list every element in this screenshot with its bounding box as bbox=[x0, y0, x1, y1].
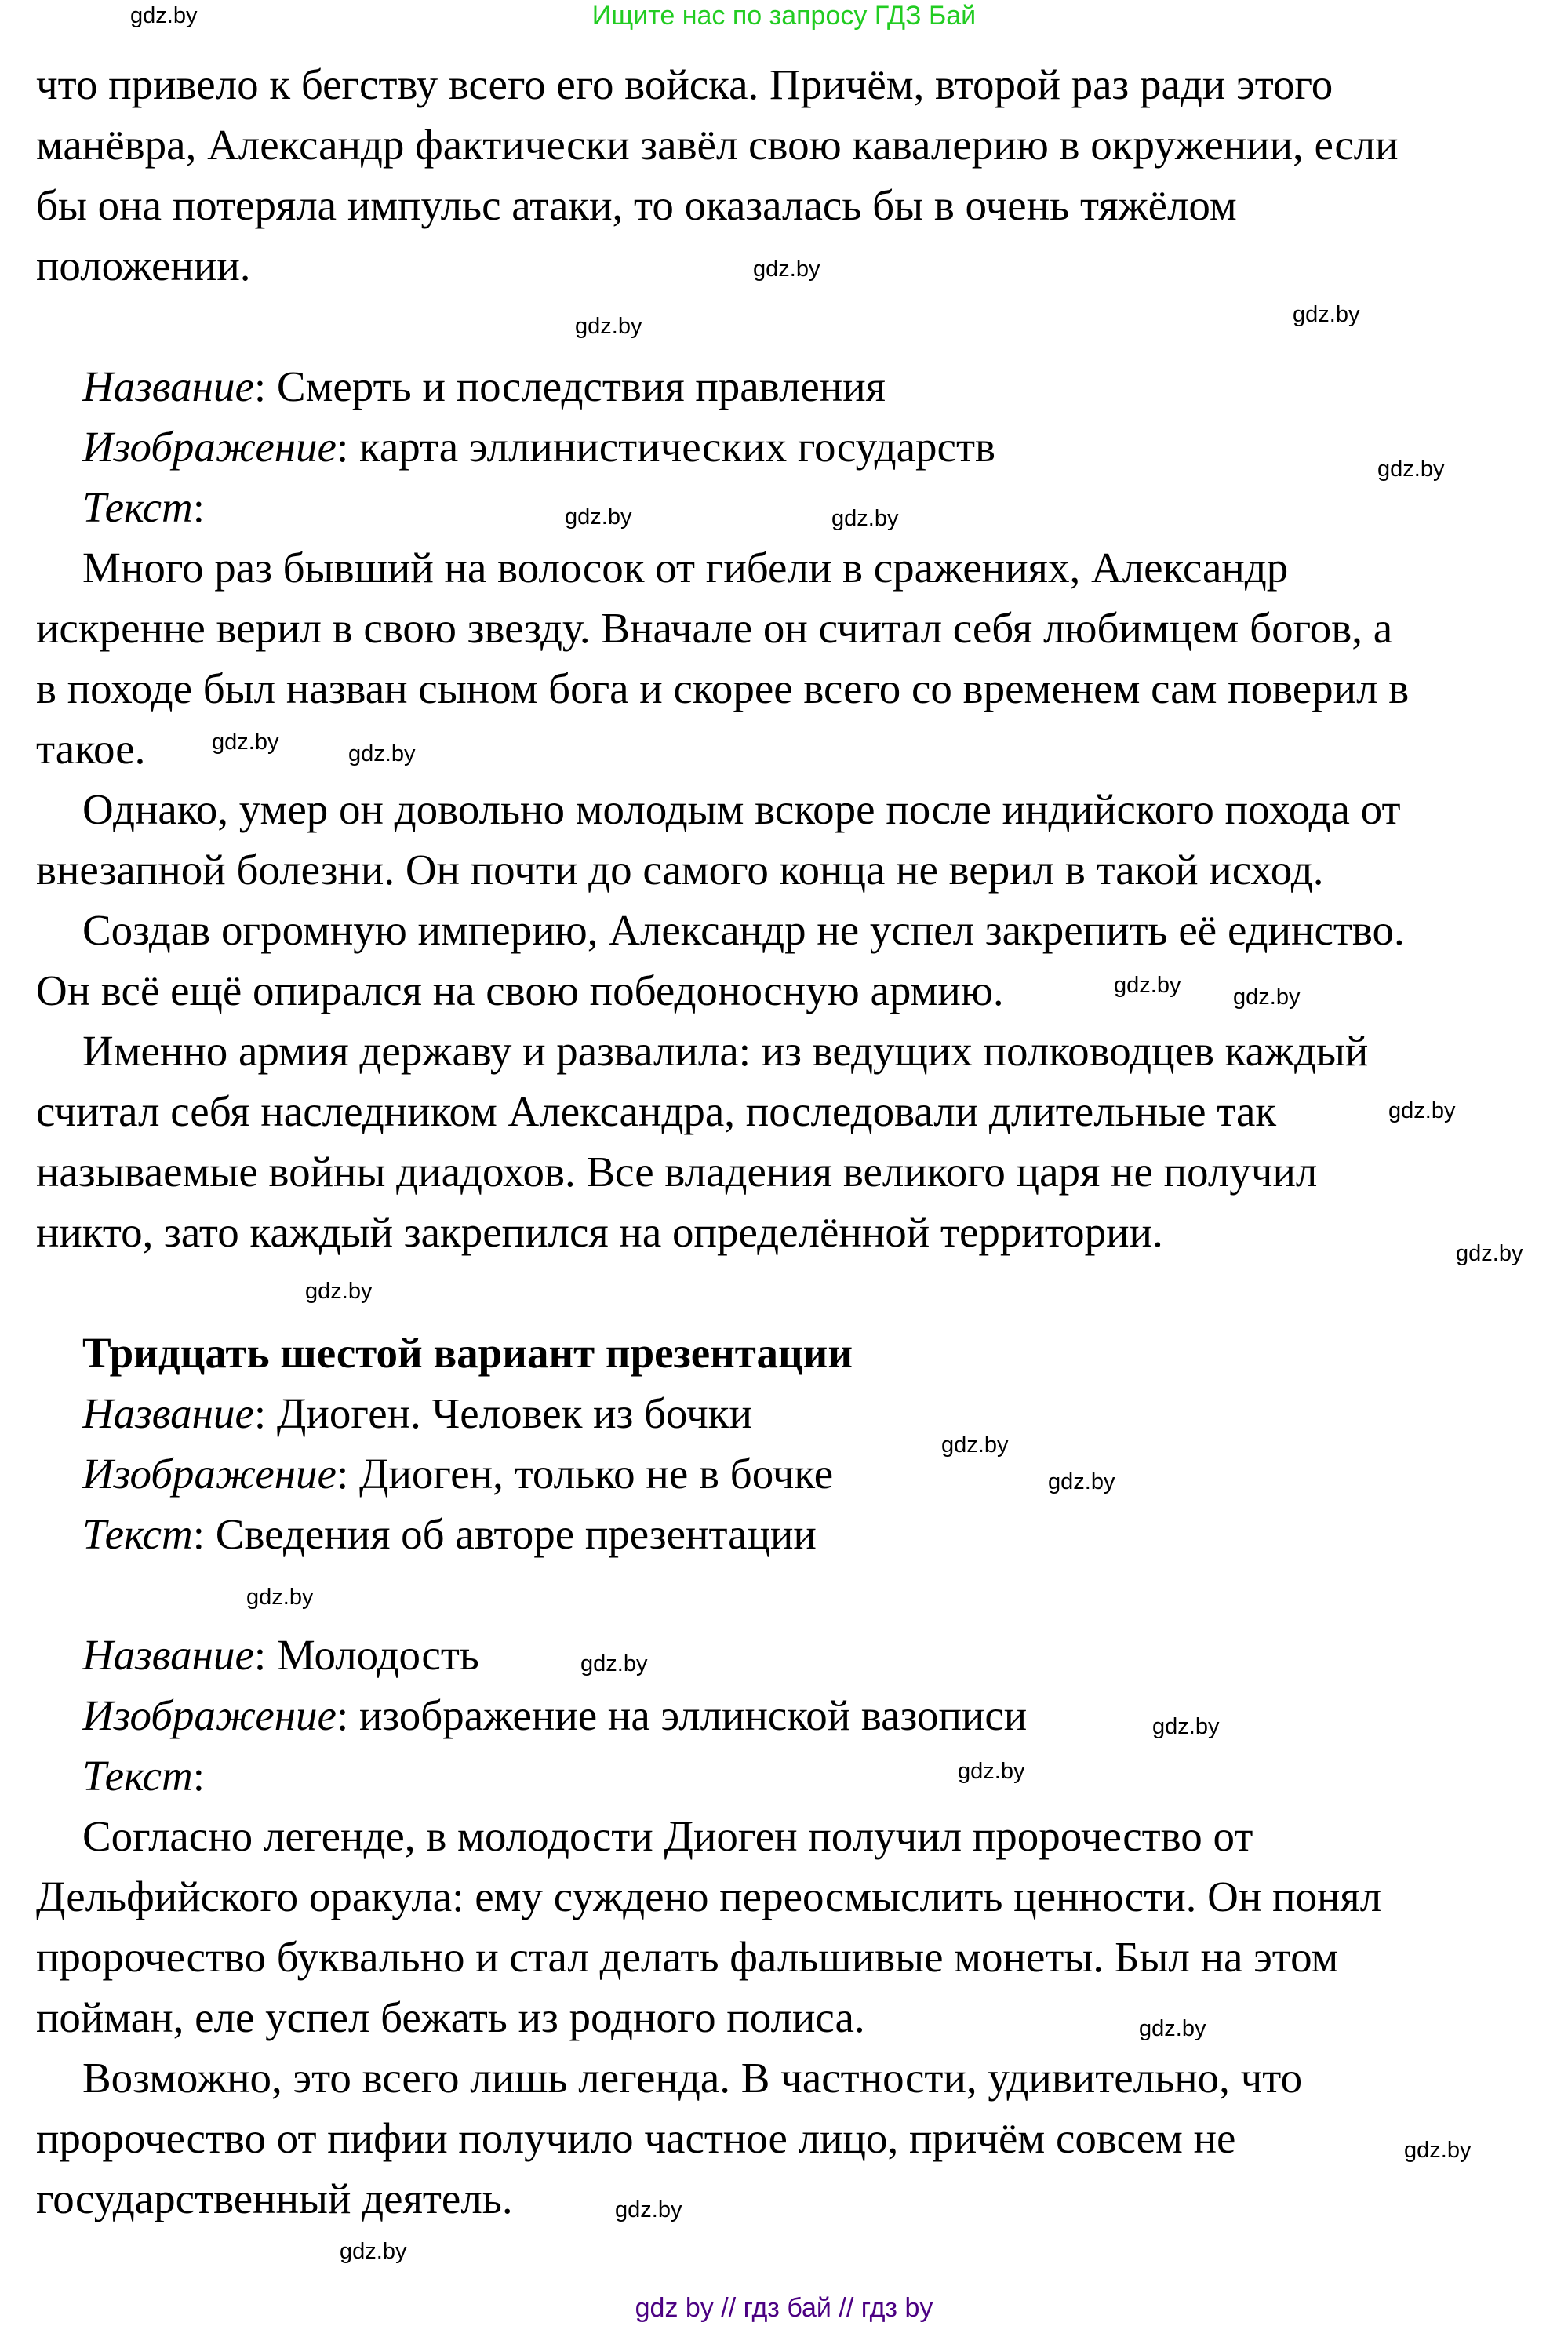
watermark: gdz.by bbox=[1293, 302, 1360, 327]
text-line: государственный деятель. bbox=[36, 2175, 513, 2222]
field-label: Название bbox=[82, 1389, 254, 1437]
watermark: gdz.by bbox=[615, 2197, 682, 2222]
watermark: gdz.by bbox=[1233, 985, 1301, 1010]
watermark: gdz.by bbox=[1377, 457, 1445, 482]
watermark: gdz.by bbox=[1114, 973, 1181, 998]
text-line: Именно армия державу и развалила: из ведущих полководцев каждый bbox=[82, 1027, 1369, 1075]
text-line: Он всё ещё опирался на свою победоносную армию. bbox=[36, 966, 1004, 1014]
field-label: Текст bbox=[82, 483, 193, 531]
text-line: Согласно легенде, в молодости Диоген получил пророчество от bbox=[82, 1812, 1253, 1860]
search-hint-banner[interactable]: Ищите нас по запросу ГДЗ Бай bbox=[591, 1, 977, 31]
field-label: Название bbox=[82, 1631, 254, 1679]
text-line: пойман, еле успел бежать из родного полиса. bbox=[36, 1993, 865, 2041]
text-line: пророчество от пифии получило частное лицо, причём совсем не bbox=[36, 2114, 1236, 2162]
watermark: gdz.by bbox=[130, 3, 198, 28]
text-line: Однако, умер он довольно молодым вскоре после индийского похода от bbox=[82, 785, 1401, 833]
text-line: положении. bbox=[36, 242, 251, 289]
field-value: : Молодость bbox=[253, 1631, 479, 1679]
field-value: : bbox=[192, 1752, 206, 1800]
watermark: gdz.by bbox=[575, 314, 642, 339]
field-value: : изображение на эллинской вазописи bbox=[336, 1691, 1028, 1739]
text-line: Много раз бывший на волосок от гибели в сражениях, Александр bbox=[82, 544, 1289, 592]
field-label: Текст bbox=[82, 1510, 193, 1558]
text-line: Создав огромную империю, Александр не успел закрепить её единство. bbox=[82, 906, 1405, 954]
field-label: Изображение bbox=[82, 1691, 337, 1739]
watermark: gdz.by bbox=[753, 257, 820, 282]
field-value: : Диоген, только не в бочке bbox=[336, 1450, 834, 1498]
watermark: gdz.by bbox=[565, 504, 632, 530]
text-line: никто, зато каждый закрепился на определённой территории. bbox=[36, 1208, 1163, 1256]
watermark: gdz.by bbox=[1456, 1241, 1523, 1266]
text-line: внезапной болезни. Он почти до самого конца не верил в такой исход. bbox=[36, 846, 1324, 894]
watermark: gdz.by bbox=[580, 1651, 648, 1676]
field-label: Текст bbox=[82, 1752, 193, 1800]
text-line: считал себя наследником Александра, последовали длительные так bbox=[36, 1087, 1277, 1135]
watermark: gdz.by bbox=[340, 2239, 407, 2264]
watermark: gdz.by bbox=[1404, 2138, 1472, 2163]
watermark: gdz.by bbox=[1048, 1469, 1115, 1494]
text-line: искренне верил в свою звезду. Вначале он считал себя любимцем богов, а bbox=[36, 604, 1393, 652]
watermark: gdz.by bbox=[958, 1759, 1025, 1784]
blank-line bbox=[36, 1564, 1409, 1625]
slide-text-line bbox=[36, 1504, 1409, 1564]
watermark: gdz.by bbox=[1152, 1714, 1220, 1739]
document-body bbox=[36, 54, 1409, 2229]
slide-title-line bbox=[36, 356, 1409, 417]
field-value: : Диоген. Человек из бочки bbox=[253, 1389, 752, 1437]
text-line: в походе был назван сыном бога и скорее всего со временем сам поверил в bbox=[36, 664, 1410, 712]
text-line: бы она потеряла импульс атаки, то оказалась бы в очень тяжёлом bbox=[36, 181, 1237, 229]
field-value: : bbox=[192, 483, 206, 531]
field-value: : Смерть и последствия правления bbox=[253, 362, 886, 410]
watermark: gdz.by bbox=[1388, 1098, 1456, 1123]
watermark: gdz.by bbox=[348, 741, 416, 766]
field-label: Изображение bbox=[82, 1450, 337, 1498]
blank-line bbox=[36, 296, 1409, 356]
section-heading: Тридцать шестой вариант презентации bbox=[82, 1329, 853, 1377]
field-value: : карта эллинистических государств bbox=[336, 423, 995, 471]
slide-title-line bbox=[36, 1625, 1409, 1685]
watermark: gdz.by bbox=[831, 506, 899, 531]
text-line: пророчество буквально и стал делать фальшивые монеты. Был на этом bbox=[36, 1933, 1339, 1981]
slide-title-line bbox=[36, 1383, 1409, 1443]
field-value: : Сведения об авторе презентации bbox=[192, 1510, 817, 1558]
text-line: Дельфийского оракула: ему суждено переосмыслить ценности. Он понял bbox=[36, 1873, 1382, 1920]
text-line: Возможно, это всего лишь легенда. В частности, удивительно, что bbox=[82, 2054, 1303, 2102]
text-line: такое. bbox=[36, 725, 146, 773]
slide-text-line bbox=[36, 1745, 1409, 1806]
watermark: gdz.by bbox=[246, 1585, 314, 1610]
watermark: gdz.by bbox=[212, 730, 279, 755]
field-label: Изображение bbox=[82, 423, 337, 471]
text-line: называемые войны диадохов. Все владения великого царя не получил bbox=[36, 1148, 1318, 1196]
field-label: Название bbox=[82, 362, 254, 410]
slide-image-line bbox=[36, 417, 1409, 477]
watermark: gdz.by bbox=[1139, 2016, 1206, 2041]
watermark: gdz.by bbox=[305, 1279, 373, 1304]
text-line: что привело к бегству всего его войска. Причём, второй раз ради этого bbox=[36, 60, 1333, 108]
blank-line bbox=[36, 1262, 1409, 1323]
slide-image-line bbox=[36, 1443, 1409, 1504]
slide-text-line bbox=[36, 477, 1409, 537]
text-line: манёвра, Александр фактически завёл свою кавалерию в окружении, если bbox=[36, 121, 1399, 169]
watermark: gdz.by bbox=[941, 1432, 1009, 1458]
footer-links[interactable]: gdz by // гдз бай // гдз by bbox=[635, 2293, 933, 2323]
